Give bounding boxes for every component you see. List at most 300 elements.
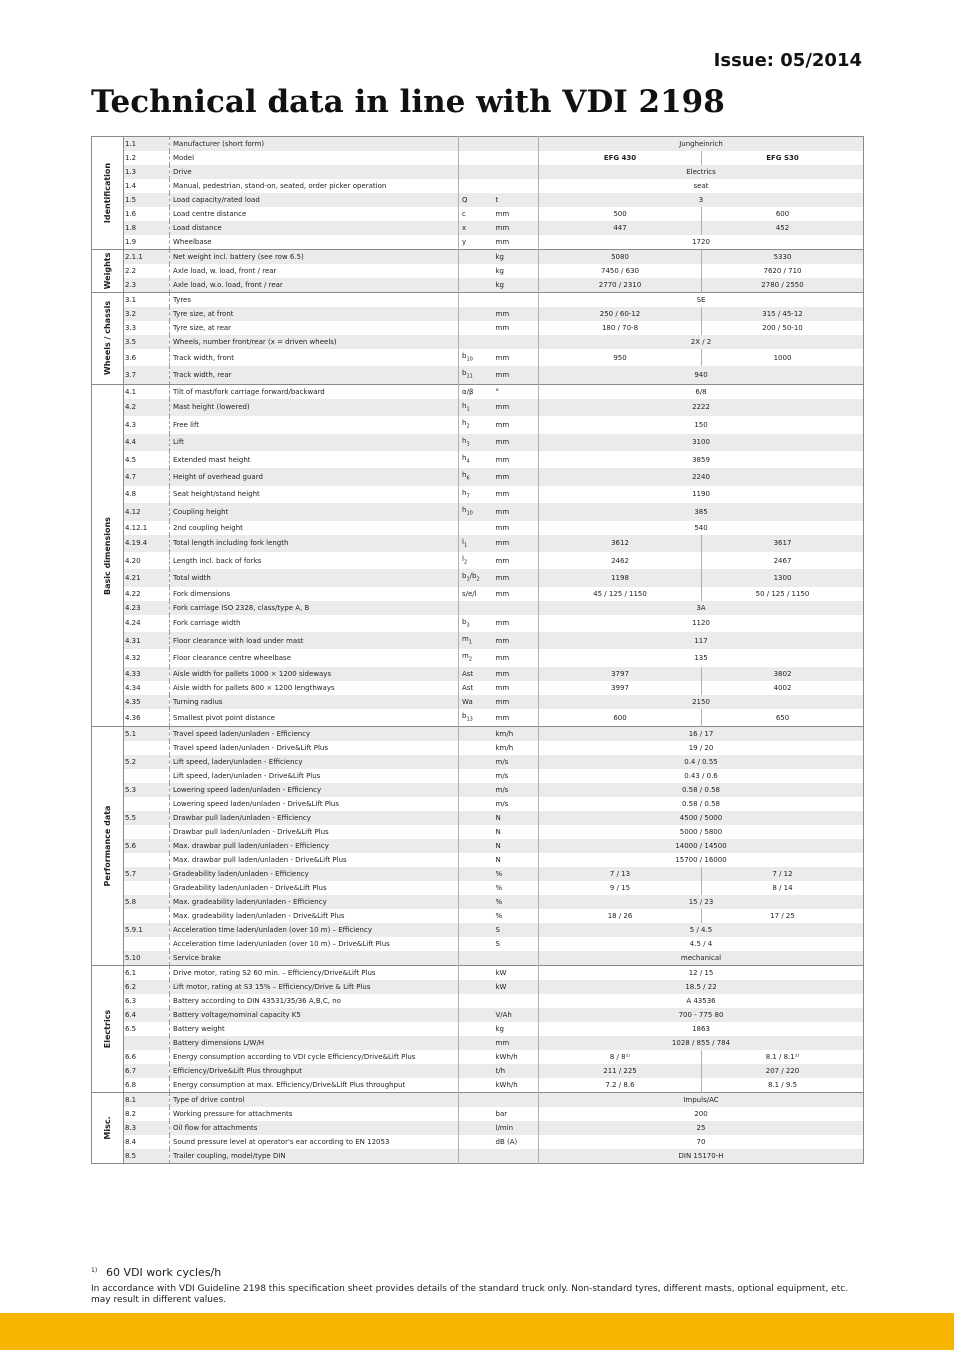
row-description: Axle load, w.o. load, front / rear (170, 278, 459, 293)
row-unit: mm (493, 503, 539, 520)
spec-row (92, 221, 864, 235)
row-value: 700 - 775 80 (539, 1008, 864, 1022)
row-description: Type of drive control (170, 1093, 459, 1108)
row-unit (493, 1149, 539, 1164)
section-name: Electrics (102, 1010, 112, 1049)
row-unit: mm (493, 399, 539, 416)
row-description: Track width, rear (170, 366, 459, 384)
row-number: 5.6 (124, 839, 170, 853)
row-number: 1.6 (124, 207, 170, 221)
spec-row (92, 937, 864, 951)
spec-row (92, 321, 864, 335)
spec-row (92, 503, 864, 520)
row-value: 14000 / 14500 (539, 839, 864, 853)
row-unit: m/s (495, 800, 509, 809)
row-unit: mm (495, 238, 510, 246)
row-unit: kg (493, 250, 539, 265)
value-efg430: 8 / 8¹⁾ (539, 1050, 702, 1064)
section-label (92, 1093, 124, 1164)
row-unit: % (495, 884, 503, 893)
row-symbol: Q (459, 193, 493, 207)
section-name: Weights (102, 252, 112, 290)
row-number (124, 1036, 170, 1050)
spec-row (92, 535, 864, 552)
row-description: Manufacturer (short form) (170, 137, 459, 152)
row-description: Lowering speed laden/unladen - Efficiency (170, 783, 459, 797)
value-efgs30: 207 / 220 (702, 1064, 864, 1078)
row-description: Tilt of mast/fork carriage forward/backward (170, 384, 459, 399)
row-description: Acceleration time laden/unladen (over 10 m) – Drive&Lift Plus (170, 937, 459, 951)
row-number: 6.8 (124, 1078, 170, 1093)
spec-row (92, 727, 864, 742)
row-number: 1.2 (124, 151, 170, 165)
spec-row (92, 881, 864, 895)
row-symbol: α/β (459, 384, 493, 399)
row-number: 6.3 (124, 994, 170, 1008)
section-label (92, 137, 124, 250)
row-description: Fork carriage width (170, 615, 459, 632)
spec-row (92, 468, 864, 485)
row-symbol: $h_{10}$ (459, 503, 493, 520)
value-efg430: 600 (539, 709, 702, 727)
value-efg430: 18 / 26 (539, 909, 702, 923)
row-value: 3 (539, 193, 864, 207)
row-unit: mm (495, 654, 510, 663)
row-unit: mm (493, 221, 539, 235)
row-description: Battery dimensions L/W/H (170, 1036, 459, 1050)
row-description: Aisle width for pallets 1000 × 1200 sideways (170, 667, 459, 681)
value-efgs30: 7620 / 710 (702, 264, 864, 278)
spec-row (92, 839, 864, 853)
row-unit: kW (493, 966, 539, 981)
brand-bar (0, 1313, 954, 1350)
row-description: Travel speed laden/unladen - Drive&Lift Plus (170, 741, 459, 755)
row-number: 4.23 (124, 601, 170, 615)
row-value: 5000 / 5800 (539, 825, 864, 839)
row-unit: % (493, 867, 539, 881)
section-name: Performance data (102, 805, 112, 887)
spec-row (92, 366, 864, 384)
row-description: Battery voltage/nominal capacity K5 (170, 1008, 459, 1022)
spec-row (92, 486, 864, 503)
value-efg430: 7450 / 630 (539, 264, 702, 278)
value-efgs30: 3617 (702, 535, 864, 552)
spec-row (92, 1036, 864, 1050)
row-number (124, 937, 170, 951)
row-value: 1720 (539, 235, 864, 250)
row-unit (493, 601, 539, 615)
row-symbol (459, 755, 493, 769)
row-number: 4.22 (124, 587, 170, 601)
row-symbol (459, 307, 493, 321)
row-description: Seat height/stand height (170, 486, 459, 503)
row-description: Load capacity/rated load (170, 193, 459, 207)
row-symbol (459, 1008, 493, 1022)
row-value: 0.43 / 0.6 (539, 769, 864, 783)
row-number: 3.6 (124, 349, 170, 366)
spec-row (92, 1064, 864, 1078)
row-description: Lift motor, rating at S3 15% – Efficiency/Drive & Lift Plus (170, 980, 459, 994)
row-description: Turning radius (170, 695, 459, 709)
row-number: 8.1 (124, 1093, 170, 1108)
row-value: 19 / 20 (539, 741, 864, 755)
row-number: 4.20 (124, 552, 170, 569)
spec-row (92, 416, 864, 433)
row-description: Total width (170, 569, 459, 586)
row-description: Free lift (170, 416, 459, 433)
row-unit: kW (493, 980, 539, 994)
row-symbol (459, 923, 493, 937)
spec-row (92, 695, 864, 709)
row-number: 5.7 (124, 867, 170, 881)
row-description: Battery according to DIN 43531/35/36 A,B,C, no (170, 994, 459, 1008)
row-unit: mm (493, 569, 539, 586)
row-unit: bar (495, 1110, 508, 1119)
row-description: Manual, pedestrian, stand-on, seated, order picker operation (170, 179, 459, 193)
row-description: Total length including fork length (170, 535, 459, 552)
value-efg430: 180 / 70-8 (539, 321, 702, 335)
row-symbol: $h_7$ (459, 486, 493, 503)
value-efg430: 3612 (539, 535, 702, 552)
row-unit: N (495, 856, 501, 865)
row-value: 1028 / 855 / 784 (539, 1036, 864, 1050)
row-number: 3.5 (124, 335, 170, 349)
spec-row (92, 293, 864, 308)
row-value: 6/8 (539, 384, 864, 399)
row-number: 4.33 (124, 667, 170, 681)
row-number: 4.3 (124, 416, 170, 433)
row-description: Service brake (170, 951, 459, 966)
row-unit: mm (495, 420, 510, 429)
row-symbol (459, 727, 493, 742)
row-number: 5.8 (124, 895, 170, 909)
row-description: Gradeability laden/unladen - Efficiency (170, 867, 459, 881)
row-number: 4.4 (124, 434, 170, 451)
row-value: 16 / 17 (539, 727, 864, 742)
spec-row (92, 601, 864, 615)
spec-row (92, 1121, 864, 1135)
value-efgs30: 8.1 / 8.1¹⁾ (702, 1050, 864, 1064)
row-description: Tyres (170, 293, 459, 308)
spec-row (92, 1149, 864, 1164)
row-unit: N (493, 811, 539, 825)
spec-row (92, 769, 864, 783)
row-unit: mm (493, 307, 539, 321)
row-symbol (459, 137, 493, 152)
row-number (124, 881, 170, 895)
row-symbol: x (459, 221, 493, 235)
row-description: Length incl. back of forks (170, 552, 459, 569)
row-value: 25 (539, 1121, 864, 1135)
row-description: Max. gradeability laden/unladen - Drive&Lift Plus (170, 909, 459, 923)
row-value: 1190 (539, 486, 864, 503)
section-name: Basic dimensions (102, 516, 112, 595)
row-unit: V/Ah (493, 1008, 539, 1022)
row-symbol: $b_{10}$ (459, 349, 493, 366)
row-description: Tyre size, at rear (170, 321, 459, 335)
row-description: Drive (170, 165, 459, 179)
spec-row (92, 615, 864, 632)
row-value: Jungheinrich (539, 137, 864, 152)
row-description: Max. gradeability laden/unladen - Efficiency (170, 895, 459, 909)
row-unit: mm (495, 210, 510, 218)
row-description: Drive motor, rating S2 60 min. – Efficiency/Drive&Lift Plus (170, 966, 459, 981)
row-unit: % (495, 912, 503, 921)
row-value: 3100 (539, 434, 864, 451)
row-symbol (459, 909, 493, 923)
row-description: Energy consumption according to VDI cycle Efficiency/Drive&Lift Plus (170, 1050, 459, 1064)
row-number: 8.5 (124, 1149, 170, 1164)
row-description: Lift (170, 434, 459, 451)
row-symbol (459, 1036, 493, 1050)
row-description: Smallest pivot point distance (170, 709, 459, 727)
row-symbol (459, 335, 493, 349)
spec-row (92, 783, 864, 797)
footnote (91, 1266, 221, 1279)
row-unit: mm (493, 695, 539, 709)
row-symbol (459, 1064, 493, 1078)
row-unit: mm (495, 353, 510, 362)
row-number: 4.8 (124, 486, 170, 503)
row-symbol (459, 797, 493, 811)
row-value: 0.58 / 0.58 (539, 797, 864, 811)
row-number: 6.2 (124, 980, 170, 994)
value-efgs30: 3802 (702, 667, 864, 681)
row-number (124, 909, 170, 923)
spec-table (91, 136, 864, 1164)
value-efg430: 211 / 225 (539, 1064, 702, 1078)
row-value: Impuls/AC (539, 1093, 864, 1108)
row-number: 5.1 (124, 727, 170, 742)
row-value: 117 (539, 632, 864, 649)
row-value: 4500 / 5000 (539, 811, 864, 825)
row-number: 3.3 (124, 321, 170, 335)
value-efg430: 9 / 15 (539, 881, 702, 895)
row-unit: dB (A) (495, 1138, 518, 1147)
row-symbol (459, 151, 493, 165)
row-unit (493, 994, 539, 1008)
value-efgs30: 1000 (702, 349, 864, 366)
row-unit: mm (493, 366, 539, 384)
row-value: 3A (539, 601, 864, 615)
row-value: 2X / 2 (539, 335, 864, 349)
value-efgs30: 7 / 12 (702, 867, 864, 881)
row-description: Energy consumption at max. Efficiency/Drive&Lift Plus throughput (170, 1078, 459, 1093)
spec-row (92, 649, 864, 666)
row-unit: kWh/h (495, 1053, 518, 1062)
row-unit (493, 137, 539, 152)
row-value: 135 (539, 649, 864, 666)
row-symbol: c (459, 207, 493, 221)
value-efg430: 7.2 / 8.6 (539, 1078, 702, 1093)
row-symbol (459, 951, 493, 966)
row-unit: m/s (495, 772, 509, 781)
spec-row (92, 384, 864, 399)
spec-row (92, 278, 864, 293)
spec-row (92, 667, 864, 681)
row-description: 2nd coupling height (170, 521, 459, 535)
row-symbol: Wa (459, 695, 493, 709)
row-number: 1.3 (124, 165, 170, 179)
row-symbol: Ast (459, 681, 493, 695)
spec-row (92, 895, 864, 909)
section-label (92, 250, 124, 293)
row-description: Acceleration time laden/unladen (over 10 m) – Efficiency (170, 923, 459, 937)
value-efgs30: 8.1 / 9.5 (702, 1078, 864, 1093)
row-symbol: $h_1$ (459, 399, 493, 416)
row-description: Height of overhead guard (170, 468, 459, 485)
row-value: 0.4 / 0.55 (539, 755, 864, 769)
row-symbol: $h_2$ (459, 416, 493, 433)
value-efg430: 447 (539, 221, 702, 235)
row-unit (493, 165, 539, 179)
row-unit: mm (493, 434, 539, 451)
row-unit: km/h (495, 744, 514, 753)
row-number: 6.7 (124, 1064, 170, 1078)
row-number: 3.1 (124, 293, 170, 308)
value-efg430: 3797 (539, 667, 702, 681)
row-value: 2240 (539, 468, 864, 485)
row-description: Travel speed laden/unladen - Efficiency (170, 727, 459, 742)
row-symbol (459, 769, 493, 783)
row-symbol (459, 601, 493, 615)
row-unit: mm (493, 667, 539, 681)
row-unit: km/h (493, 727, 539, 742)
row-description: Sound pressure level at operator's ear according to EN 12053 (170, 1135, 459, 1149)
row-symbol (459, 811, 493, 825)
spec-row (92, 741, 864, 755)
row-symbol (459, 293, 493, 308)
row-description: Mast height (lowered) (170, 399, 459, 416)
row-description: Aisle width for pallets 800 × 1200 lengthways (170, 681, 459, 695)
spec-row (92, 179, 864, 193)
row-number: 1.4 (124, 179, 170, 193)
spec-row (92, 335, 864, 349)
row-unit: mm (495, 523, 510, 532)
row-symbol (459, 783, 493, 797)
row-symbol: $h_4$ (459, 451, 493, 468)
spec-row (92, 569, 864, 586)
spec-row (92, 1008, 864, 1022)
value-efgs30: 315 / 45-12 (702, 307, 864, 321)
row-number: 4.5 (124, 451, 170, 468)
value-efg430: 500 (539, 207, 702, 221)
spec-row (92, 951, 864, 966)
row-description: Load centre distance (170, 207, 459, 221)
row-description: Max. drawbar pull laden/unladen - Efficiency (170, 839, 459, 853)
value-efg430: 7 / 13 (539, 867, 702, 881)
row-number: 2.1.1 (124, 250, 170, 265)
spec-row (92, 966, 864, 981)
row-symbol (459, 264, 493, 278)
value-efgs30: 8 / 14 (702, 881, 864, 895)
row-number: 6.4 (124, 1008, 170, 1022)
row-number: 4.34 (124, 681, 170, 695)
row-value: 18.5 / 22 (539, 980, 864, 994)
spec-row (92, 587, 864, 601)
row-number: 5.2 (124, 755, 170, 769)
row-value: DIN 15170-H (539, 1149, 864, 1164)
row-symbol: $b_{13}$ (459, 709, 493, 727)
row-unit: kWh/h (495, 1081, 518, 1090)
footnote-text: 60 VDI work cycles/h (106, 1266, 222, 1279)
spec-row (92, 909, 864, 923)
section-name: Misc. (102, 1116, 112, 1140)
row-number: 1.5 (124, 193, 170, 207)
row-unit: mm (495, 490, 510, 499)
row-symbol (459, 980, 493, 994)
row-unit (493, 1093, 539, 1108)
row-value: 3859 (539, 451, 864, 468)
spec-row (92, 434, 864, 451)
row-description: Max. drawbar pull laden/unladen - Drive&Lift Plus (170, 853, 459, 867)
spec-row (92, 867, 864, 881)
row-number: 8.3 (124, 1121, 170, 1135)
row-unit: kg (495, 267, 504, 275)
row-value: 1120 (539, 615, 864, 632)
row-number: 5.5 (124, 811, 170, 825)
spec-row (92, 521, 864, 535)
value-efg430: 45 / 125 / 1150 (539, 587, 702, 601)
row-number: 4.12.1 (124, 521, 170, 535)
row-description: Track width, front (170, 349, 459, 366)
row-symbol (459, 521, 493, 535)
row-description: Wheelbase (170, 235, 459, 250)
row-number: 5.3 (124, 783, 170, 797)
row-number (124, 825, 170, 839)
value-efgs30: 650 (702, 709, 864, 727)
row-value: A 43536 (539, 994, 864, 1008)
row-number: 6.1 (124, 966, 170, 981)
row-symbol: $m_1$ (459, 632, 493, 649)
value-efgs30: EFG S30 (702, 151, 864, 165)
row-description: Drawbar pull laden/unladen - Efficiency (170, 811, 459, 825)
row-number: 4.12 (124, 503, 170, 520)
row-number: 4.24 (124, 615, 170, 632)
spec-row (92, 980, 864, 994)
row-number: 2.3 (124, 278, 170, 293)
row-description: Load distance (170, 221, 459, 235)
row-value: 385 (539, 503, 864, 520)
row-symbol (459, 1149, 493, 1164)
row-description: Drawbar pull laden/unladen - Drive&Lift Plus (170, 825, 459, 839)
row-description: Fork dimensions (170, 587, 459, 601)
row-symbol (459, 179, 493, 193)
row-symbol (459, 937, 493, 951)
row-unit: t (493, 193, 539, 207)
spec-row (92, 451, 864, 468)
row-unit: kg (495, 1025, 504, 1034)
row-symbol: $b_1/b_2$ (459, 569, 493, 586)
row-unit: N (495, 828, 501, 837)
row-description: Floor clearance with load under mast (170, 632, 459, 649)
row-description: Lift speed, laden/unladen - Drive&Lift Plus (170, 769, 459, 783)
row-number (124, 797, 170, 811)
row-unit: mm (495, 455, 510, 464)
spec-row (92, 250, 864, 265)
row-description: Working pressure for attachments (170, 1107, 459, 1121)
value-efgs30: 2780 / 2550 (702, 278, 864, 293)
row-description: Fork carriage ISO 2328, class/type A, B (170, 601, 459, 615)
row-description: Tyre size, at front (170, 307, 459, 321)
value-efg430: 950 (539, 349, 702, 366)
row-unit: mm (495, 619, 510, 628)
row-unit: mm (495, 713, 510, 722)
row-symbol (459, 839, 493, 853)
spec-row (92, 193, 864, 207)
row-number: 1.1 (124, 137, 170, 152)
row-symbol (459, 741, 493, 755)
